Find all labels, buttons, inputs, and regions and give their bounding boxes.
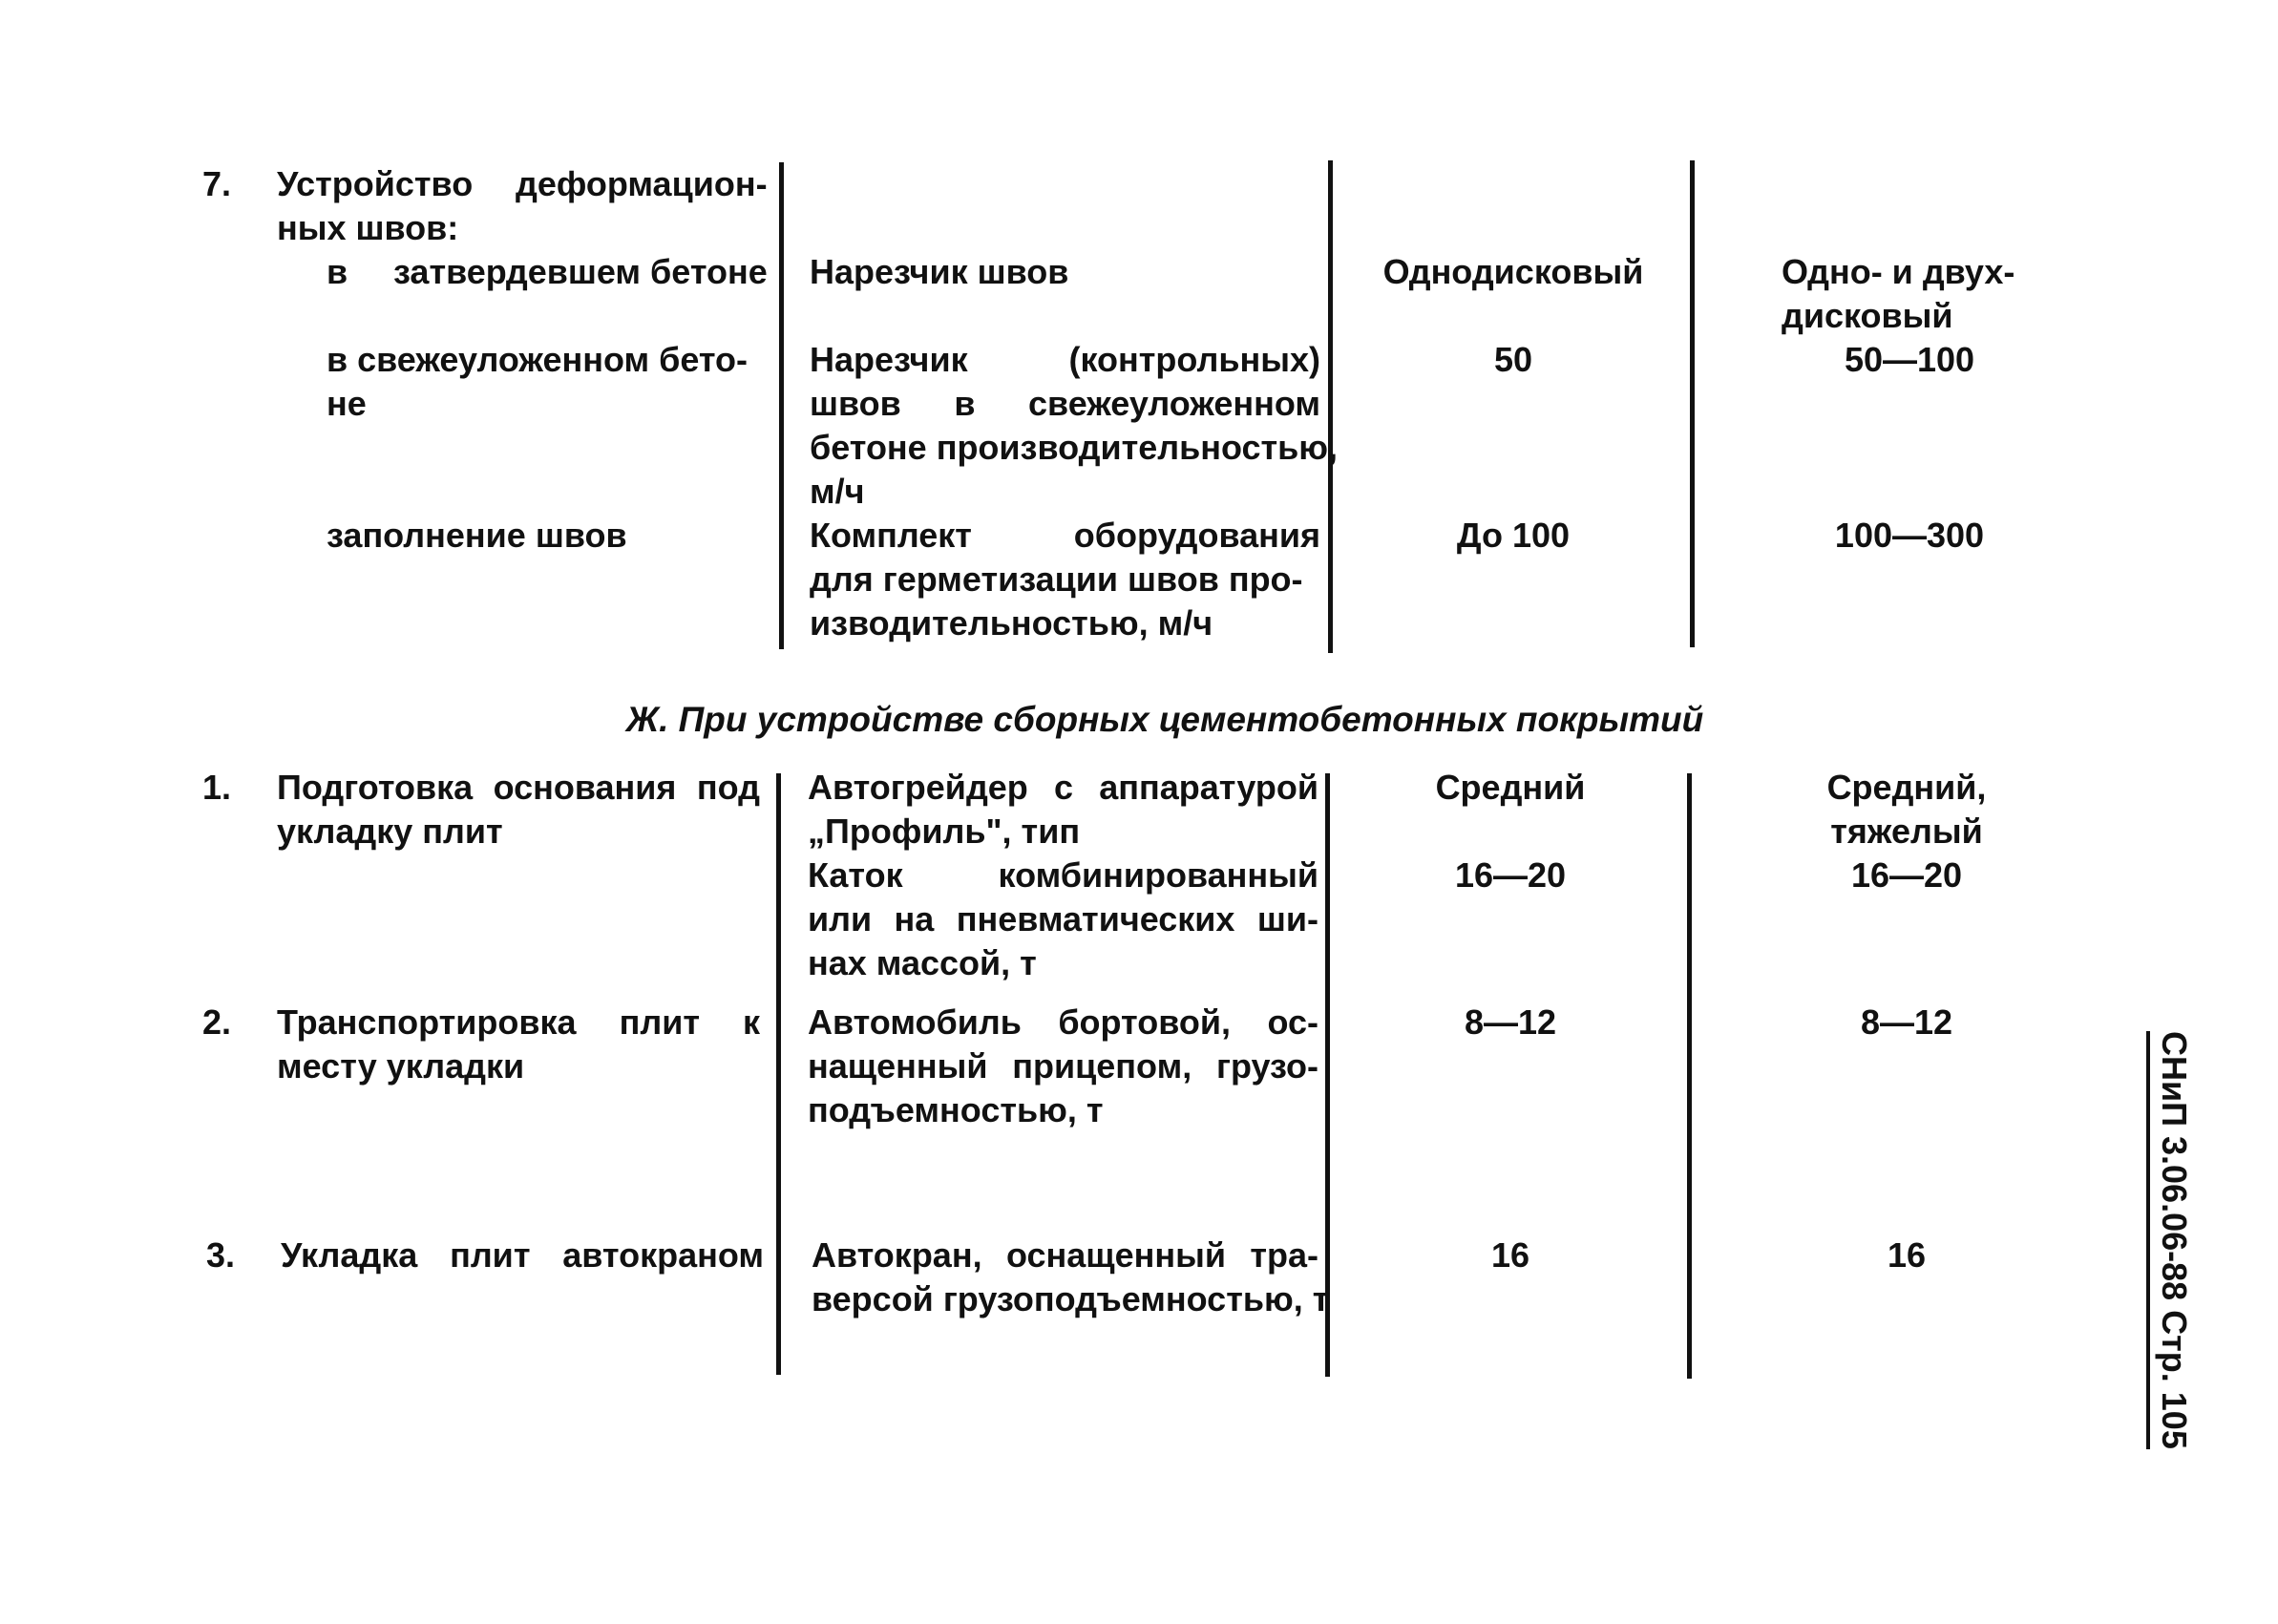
machine-description: для герметизации швов про- <box>810 559 1303 599</box>
work-description: укладку плит <box>277 812 503 851</box>
column-rule-3-bottom <box>1687 773 1692 1379</box>
machine-description: версой грузоподъемностью, т <box>812 1279 1330 1318</box>
item-number: 2. <box>202 1002 232 1042</box>
heavy-duty-value: дисковый <box>1782 296 1953 335</box>
light-duty-value: Однодисковый <box>1382 252 1644 291</box>
heavy-duty-value: 16—20 <box>1850 855 1963 895</box>
work-description: в свежеуложенном бето- <box>327 340 749 379</box>
machine-description: Комплект оборудования <box>810 516 1320 555</box>
machine-description: Нарезчик (контрольных) <box>810 340 1320 379</box>
item-number: 1. <box>202 768 232 807</box>
work-title: Устройство <box>277 164 474 203</box>
heavy-duty-value: 16 <box>1887 1235 1927 1275</box>
machine-description: или на пневматических ши- <box>808 899 1318 939</box>
machine-description: изводительностью, м/ч <box>810 603 1213 643</box>
machine-description: м/ч <box>810 472 865 511</box>
work-title: ных швов: <box>277 208 459 247</box>
machine-description: нащенный прицепом, грузо- <box>808 1046 1318 1086</box>
column-rule-1-top <box>779 162 784 649</box>
machine-description: Автогрейдер с аппаратурой <box>808 768 1318 807</box>
machine-description: бетоне производительностью, <box>810 428 1339 467</box>
work-description: в <box>327 252 348 291</box>
work-description: месту укладки <box>277 1046 525 1086</box>
machine-description: нах массой, т <box>808 943 1037 982</box>
work-description: Транспортировка плит к <box>277 1002 760 1042</box>
document-reference: СНиП 3.06.06-88 Стр. 105 <box>2146 1031 2194 1449</box>
light-duty-value: Средний <box>1435 768 1586 807</box>
work-description: не <box>327 384 367 423</box>
machine-description: швов в свежеуложенном <box>810 384 1320 423</box>
heavy-duty-value: 8—12 <box>1860 1002 1953 1042</box>
column-rule-1-bottom <box>776 773 781 1375</box>
heavy-duty-value: тяжелый <box>1830 812 1983 851</box>
work-description: Укладка плит автокраном <box>281 1235 764 1275</box>
machine-description: „Профиль", тип <box>808 812 1081 851</box>
work-description: Подготовка основания под <box>277 768 760 807</box>
work-description: затвердевшем бетоне <box>393 252 768 291</box>
heavy-duty-value: Одно- и двух- <box>1782 252 2015 291</box>
heavy-duty-value: 50—100 <box>1844 340 1975 379</box>
column-rule-2-top <box>1328 160 1333 653</box>
light-duty-value: 16—20 <box>1454 855 1567 895</box>
section-heading: Ж. При устройстве сборных цементобетонных покрытий <box>625 700 1704 739</box>
machine-description: Каток комбинированный <box>808 855 1318 895</box>
light-duty-value: 50 <box>1493 340 1533 379</box>
light-duty-value: 8—12 <box>1464 1002 1557 1042</box>
light-duty-value: До 100 <box>1456 516 1571 555</box>
machine-description: подъемностью, т <box>808 1090 1104 1129</box>
column-rule-3-top <box>1690 160 1695 647</box>
heavy-duty-value: 100—300 <box>1834 516 1985 555</box>
item-number: 3. <box>206 1235 236 1275</box>
machine-description: Нарезчик швов <box>810 252 1069 291</box>
item-number: 7. <box>202 164 232 203</box>
machine-description: Автокран, оснащенный тра- <box>812 1235 1318 1275</box>
work-title: деформацион- <box>516 164 768 203</box>
work-description: заполнение швов <box>327 516 627 555</box>
light-duty-value: 16 <box>1490 1235 1530 1275</box>
heavy-duty-value: Средний, <box>1826 768 1987 807</box>
machine-description: Автомобиль бортовой, ос- <box>808 1002 1318 1042</box>
